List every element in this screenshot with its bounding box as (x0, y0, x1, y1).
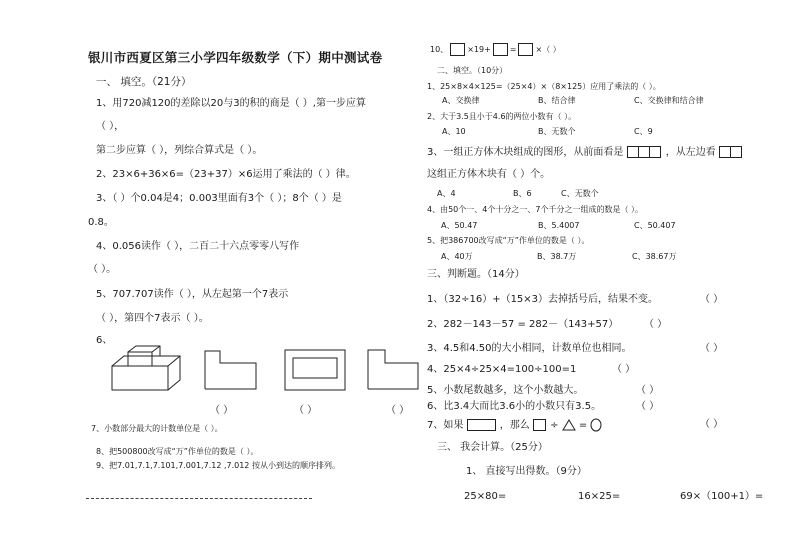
question-10 (430, 43, 561, 56)
front-view-squares-icon (627, 146, 663, 158)
section-2-question-5: 5、把386700改写成“万”作单位的数是（ ）。 (427, 236, 590, 245)
blank-box[interactable] (493, 43, 508, 56)
option-b[interactable]: B、38.7万 (537, 252, 577, 261)
calc-item: 16×25= (578, 491, 621, 502)
question-8: 8、把500800改写成“万”作单位的数是（ ）。 (96, 447, 259, 456)
judgement-7 (427, 418, 602, 432)
judgement-4-blank[interactable]: （ ） (612, 364, 636, 375)
page-divider-dashed-line (86, 498, 312, 499)
blank-box[interactable] (518, 43, 533, 56)
judgement-6-blank[interactable]: （ ） (636, 401, 660, 412)
question-7: 7、小数部分最大的计数单位是（ ）。 (91, 424, 223, 433)
option-a[interactable]: A、10 (442, 127, 466, 136)
option-a[interactable]: A、40万 (441, 252, 473, 261)
question-10-prefix: 10、 (430, 45, 449, 54)
option-a[interactable]: A、50.47 (441, 221, 478, 230)
question-1-line-2: （ ）， (96, 121, 125, 132)
question-5-line-2: （ ），第四个7表示（ ）。 (96, 313, 209, 324)
question-6-figures (110, 343, 430, 393)
section-2-question-3 (427, 146, 744, 158)
question-1-line-3: 第二步应算（ ），列综合算式是（ ）。 (96, 145, 263, 156)
question-3-line-2: 0.8。 (88, 217, 114, 228)
question-6-blank-3[interactable]: （ ） (386, 405, 410, 416)
judgement-1: 1、（32÷16）+（15×3）去掉括号后，结果不变。 (427, 294, 659, 305)
judgement-2-blank[interactable]: （ ） (644, 319, 668, 330)
calc-item: 25×80= (464, 491, 507, 502)
option-b[interactable]: B、结合律 (538, 96, 576, 105)
question-10-equals: = (509, 45, 517, 54)
option-b[interactable]: B、5.4007 (538, 221, 580, 230)
question-6-label: 6、 (96, 335, 113, 346)
question-6-blank-1[interactable]: （ ） (210, 405, 234, 416)
section-4-question-1: 1、 直接写出得数。（9分） (466, 466, 587, 477)
option-c[interactable]: C、无数个 (561, 189, 599, 198)
question-10-times-blank: ×（ ） (535, 45, 561, 54)
cube-stack-3d-figure (112, 346, 180, 390)
section-2-question-1: 1、25×8×4×125=（25×4）×（8×125）应用了乘法的（ ）。 (427, 82, 661, 91)
section-2-question-3-line-2: 这组正方体木块有（ ）个。 (427, 169, 551, 180)
question-9: 9、把7.01,7.1,7.101,7.001,7.12 ,7.012 按从小到达的顺序排列。 (96, 461, 340, 470)
square-shape-icon (533, 419, 547, 431)
blank-box[interactable] (450, 43, 465, 56)
triangle-shape-icon (562, 419, 576, 431)
option-a[interactable]: A、4 (437, 189, 456, 198)
section-2-question-3-text: 3、一组正方体木块组成的图形，从前面看是 (427, 147, 624, 158)
question-5-line-1: 5、707.707读作（ ），从左起第一个7表示 (96, 289, 289, 300)
section-3-heading: 三、判断题。（14分） (427, 269, 525, 280)
option-a[interactable]: A、交换律 (442, 96, 480, 105)
judgement-5-blank[interactable]: （ ） (636, 385, 660, 396)
judgement-3: 3、4.5和4.50的大小相同，计数单位也相同。 (427, 343, 632, 354)
section-2-heading: 二、填空。（10分） (437, 66, 508, 75)
side-view-figure (368, 350, 418, 389)
option-c[interactable]: C、38.67万 (632, 252, 677, 261)
section-2-question-2: 2、大于3.5且小于4.6的两位小数有（ ）。 (427, 112, 577, 121)
question-6-blank-2[interactable]: （ ） (294, 405, 318, 416)
question-4-line-1: 4、0.056读作（ ），二百二十六点零零八写作 (96, 241, 300, 252)
section-1-heading: 一、 填空。（21分） (96, 76, 192, 88)
option-b[interactable]: B、6 (513, 189, 532, 198)
judgement-7-then: ，那么 (499, 420, 530, 431)
exam-title: 银川市西夏区第三小学四年级数学（下）期中测试卷 (88, 50, 383, 65)
question-1-line-1: 1、用720减120的差除以20与3的积的商是（ ）,第一步应算 (96, 98, 366, 109)
judgement-1-blank[interactable]: （ ） (700, 294, 724, 305)
judgement-7-divide: ÷ (550, 420, 559, 431)
question-4-line-2: （ ）。 (88, 264, 117, 275)
front-view-figure (205, 351, 256, 389)
top-view-figure (285, 350, 345, 390)
judgement-3-blank[interactable]: （ ） (700, 343, 724, 354)
calc-item: 69×（100+1）= (680, 491, 764, 502)
judgement-7-prefix: 7、如果 (427, 420, 464, 431)
question-3-line-1: 3、（ ）个0.04是4；0.003里面有3个（ ）；8个（ ）是 (96, 193, 342, 204)
judgement-4: 4、25×4÷25×4=100÷100=1 (427, 364, 577, 375)
judgement-2: 2、282－143－57 = 282－（143+57） (427, 319, 619, 330)
question-2: 2、23×6+36×6=（23+37）×6运用了乘法的（ ）律。 (96, 169, 356, 180)
option-c[interactable]: C、交换律和结合律 (634, 96, 704, 105)
judgement-5: 5、小数尾数越多，这个小数越大。 (427, 385, 584, 396)
circle-shape-icon (590, 418, 602, 432)
question-10-times-19: ×19+ (467, 45, 491, 54)
judgement-7-blank[interactable]: （ ） (700, 419, 724, 430)
section-2-question-4: 4、由50个一、4个十分之一、7个千分之一组成的数是（ ）。 (427, 205, 643, 214)
judgement-7-equals: = (578, 420, 588, 431)
option-c[interactable]: C、9 (634, 127, 653, 136)
option-b[interactable]: B、无数个 (538, 127, 576, 136)
judgement-6: 6、比3.4大而比3.6小的小数只有3.5。 (427, 401, 602, 412)
section-2-question-3-left-view-text: ，从左边看 (665, 147, 716, 158)
section-4-heading: 三、 我会计算。（25分） (437, 442, 548, 453)
rectangle-shape-icon (467, 419, 497, 431)
option-c[interactable]: C、50.407 (634, 221, 676, 230)
left-view-squares-icon (719, 146, 744, 158)
